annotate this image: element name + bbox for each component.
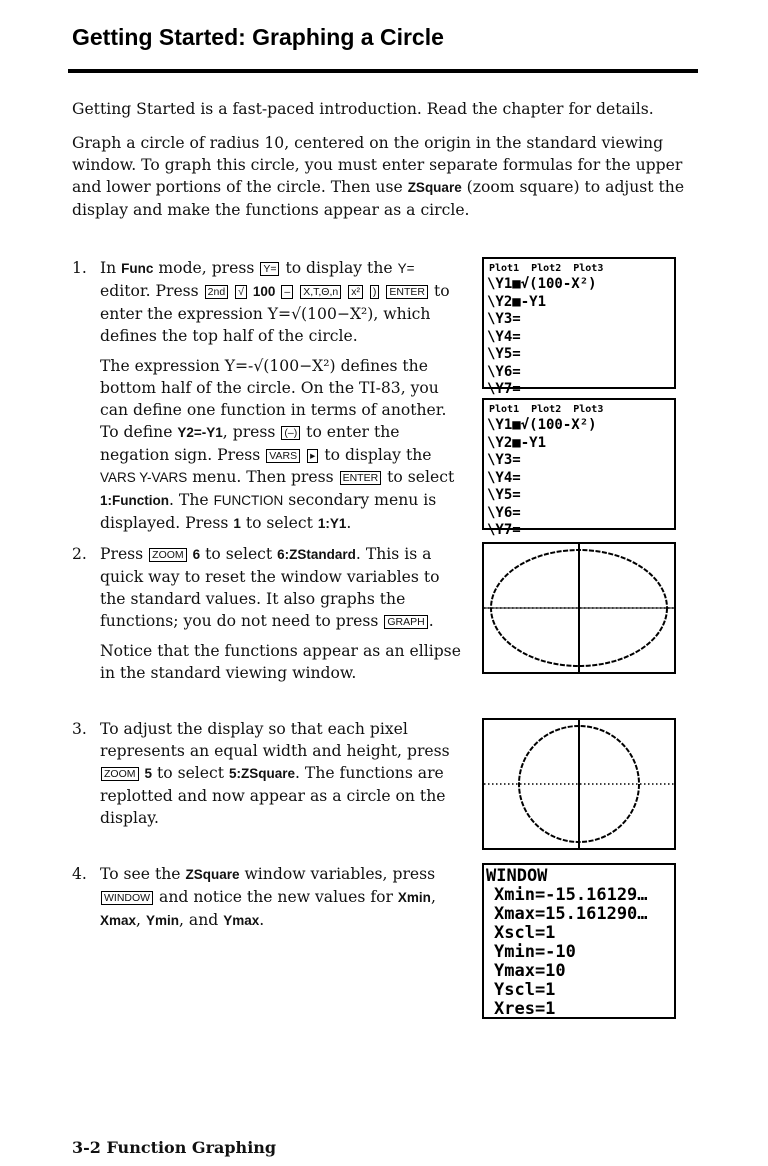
y-row: \Y7=	[487, 522, 521, 538]
window-row-ymin: Ymin=-10	[494, 942, 576, 962]
zstandard-graph-screen	[482, 542, 676, 674]
title-rule	[68, 69, 698, 73]
y-row: \Y3=	[487, 311, 521, 327]
zsquare-graph-screen	[482, 718, 676, 850]
zoom-key: ZOOM	[149, 548, 187, 562]
step-2	[72, 543, 462, 692]
step-1	[72, 257, 462, 543]
window-row-xmin: Xmin=-15.16129…	[494, 885, 648, 905]
window-row-yscl: Yscl=1	[494, 980, 556, 1000]
window-row-ymax: Ymax=10	[494, 961, 566, 981]
y-row: \Y4=	[487, 328, 521, 345]
enter-key: ENTER	[340, 471, 382, 485]
step-number: 1.	[72, 259, 87, 277]
plot-menu: Plot1 Plot2 Plot3	[489, 404, 604, 415]
window-key: WINDOW	[101, 891, 153, 905]
zoom-key: ZOOM	[101, 767, 139, 781]
y-row: \Y6=	[487, 363, 521, 380]
enter-key: ENTER	[386, 285, 428, 299]
step-2-paragraph-1: Press ZOOM 6 to select 6:ZStandard. This is a quick way to reset the window variables to the standard values. It also graphs the functions; you do not need to press GRAPH .	[100, 545, 440, 630]
step-1-paragraph-2: The expression Y=-√(100−X²) defines the bottom half of the circle. On the TI-83, you can define one function in terms of another. To define Y2=-Y1, press (–) to enter the negation sign. Press VARS ▸ to display the VARS Y-VARS menu. Then press ENTER to select 1:Function. The FUNCTION secondary menu is displayed. Press 1 to select 1:Y1.	[100, 357, 455, 532]
window-row-xmax: Xmax=15.161290…	[494, 904, 648, 924]
y-row: \Y4=	[487, 469, 521, 486]
y-row: \Y1■√(100-X²)	[487, 417, 597, 433]
graph-key: GRAPH	[384, 615, 427, 629]
right-paren-key: )	[370, 285, 380, 299]
step-4-paragraph: To see the ZSquare window variables, press WINDOW and notice the new values for Xmin, Xmax, Ymin, and Ymax.	[100, 865, 436, 929]
plot-menu: Plot1 Plot2 Plot3	[489, 263, 604, 274]
negation-key: (–)	[281, 426, 300, 440]
intro-paragraph-1: Getting Started is a fast-paced introduction. Read the chapter for details.	[72, 100, 654, 118]
intro-paragraph-2: Graph a circle of radius 10, centered on the origin in the standard viewing window. To graph this circle, you must enter separate formulas for the upper and lower portions of the circle. Then use ZSquare (zoom square) to adjust the display and make the functions appear as a circle.	[72, 134, 685, 219]
step-number: 2.	[72, 545, 87, 563]
y-editor-screen-2	[482, 398, 676, 538]
y-row: \Y2■-Y1	[487, 293, 547, 310]
minus-key: –	[281, 285, 293, 299]
y-row: \Y7=	[487, 381, 521, 397]
step-3	[72, 718, 462, 837]
ellipse-graph	[484, 544, 674, 672]
second-key: 2nd	[205, 285, 229, 299]
step-4	[72, 863, 462, 940]
y-row: \Y1■√(100-X²)	[487, 276, 597, 292]
window-row-xres: Xres=1	[494, 999, 556, 1019]
window-title: WINDOW	[486, 866, 548, 886]
right-arrow-key: ▸	[307, 449, 318, 463]
y-equals-key: Y=	[260, 262, 279, 276]
step-1-paragraph-1: In Func mode, press Y= to display the Y= editor. Press 2nd √ 100 – X,T,Θ,n x² ) ENTER to enter the expression Y=√(100−X²), which defines the top half of the circle.	[100, 259, 450, 345]
circle-graph	[484, 720, 674, 848]
step-2-paragraph-2: Notice that the functions appear as an ellipse in the standard viewing window.	[100, 642, 461, 682]
window-row-xscl: Xscl=1	[494, 923, 556, 943]
y-row: \Y2■-Y1	[487, 434, 547, 451]
vars-key: VARS	[266, 449, 300, 463]
page-title: Getting Started: Graphing a Circle	[72, 24, 444, 50]
y-row: \Y5=	[487, 346, 521, 362]
y-editor-screen-1	[482, 257, 676, 397]
y-row: \Y3=	[487, 452, 521, 468]
xt-key: X,T,Θ,n	[300, 285, 341, 299]
step-number: 4.	[72, 865, 87, 883]
sqrt-key: √	[235, 285, 247, 299]
y-row: \Y6=	[487, 504, 521, 521]
y-row: \Y5=	[487, 487, 521, 503]
step-number: 3.	[72, 720, 87, 738]
step-3-paragraph: To adjust the display so that each pixel represents an equal width and height, press ZOOM 5 to select 5:ZSquare. The functions are replotted and now appear as a circle on the display.	[100, 720, 450, 827]
square-key: x²	[348, 285, 363, 299]
page-footer: 3-2 Function Graphing	[72, 1138, 277, 1157]
window-screen	[482, 863, 676, 1019]
